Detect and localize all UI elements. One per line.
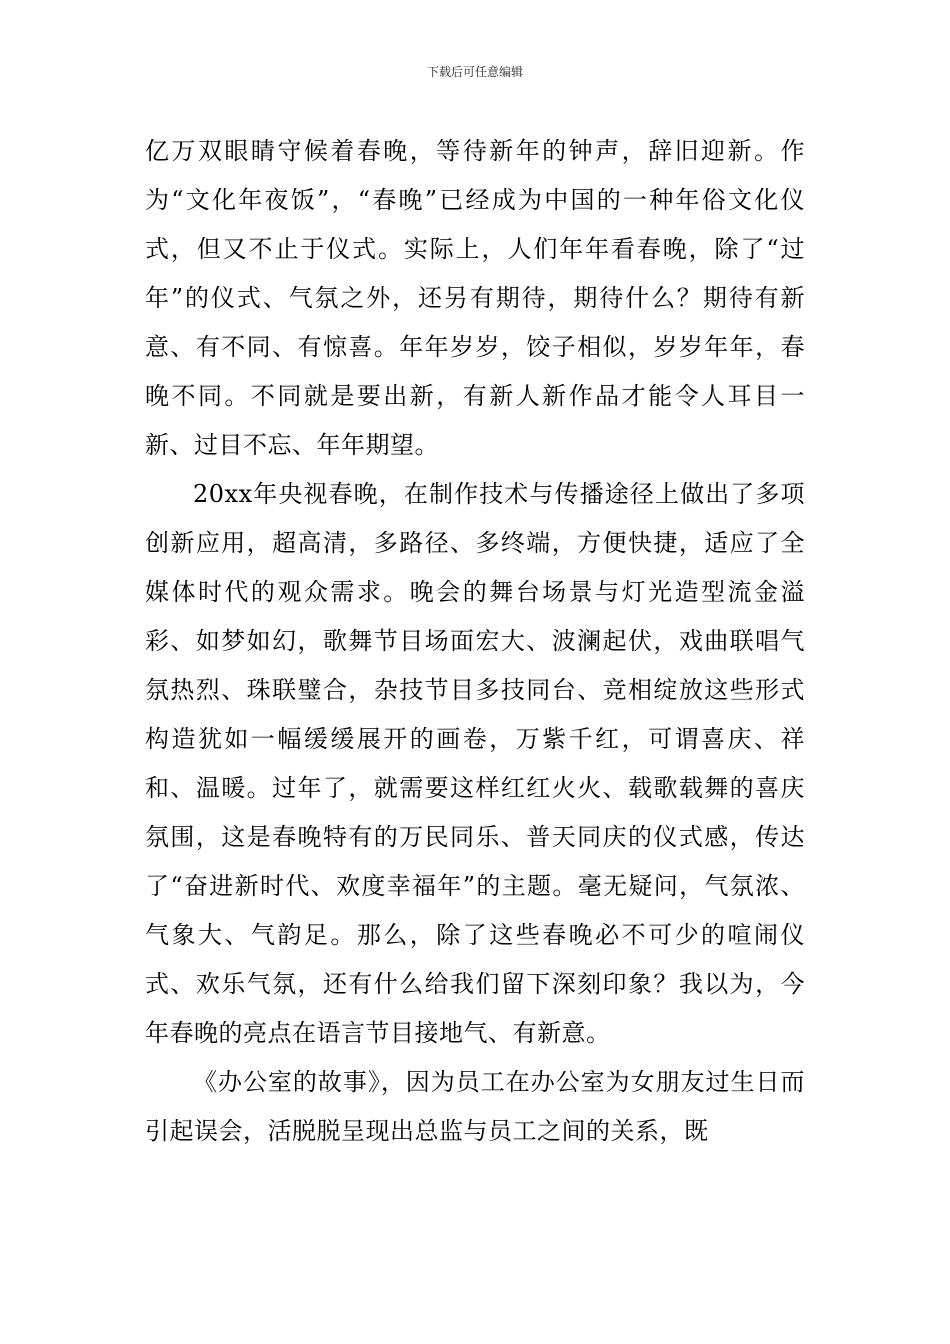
document-body — [145, 127, 805, 1156]
paragraph-1: 亿万双眼睛守候着春晚，等待新年的钟声，辞旧迎新。作为“文化年夜饭”，“春晚”已经成为中国的一种年俗文化仪式，但又不止于仪式。实际上，人们年年看春晚，除了“过年”的仪式、气氛之外，还另有期待，期待什么？期待有新意、有不同、有惊喜。年年岁岁，饺子相似，岁岁年年，春晚不同。不同就是要出新，有新人新作品才能令人耳目一新、过目不忘、年年期望。 — [145, 137, 805, 459]
page-header-note: 下载后可任意编辑 — [426, 65, 523, 79]
paragraph-2: 20xx年央视春晚，在制作技术与传播途径上做出了多项创新应用，超高清，多路径、多终端，方便快捷，适应了全媒体时代的观众需求。晚会的舞台场景与灯光造型流金溢彩、如梦如幻，歌舞节目场面宏大、波澜起伏，戏曲联唱气氛热烈、珠联璧合，杂技节目多技同台、竞相绽放这些形式构造犹如一幅缓缓展开的画卷，万紫千红，可谓喜庆、祥和、温暖。过年了，就需要这样红红火火、载歌载舞的喜庆氛围，这是春晚特有的万民同乐、普天同庆的仪式感，传达了“奋进新时代、欢度幸福年”的主题。毫无疑问，气氛浓、气象大、气韵足。那么，除了这些春晚必不可少的喧闹仪式、欢乐气氛，还有什么给我们留下深刻印象？我以为，今年春晚的亮点在语言节目接地气、有新意。 — [145, 480, 805, 1047]
paragraph-3: 《办公室的故事》，因为员工在办公室为女朋友过生日而引起误会，活脱脱呈现出总监与员工之间的关系，既 — [145, 1068, 805, 1145]
